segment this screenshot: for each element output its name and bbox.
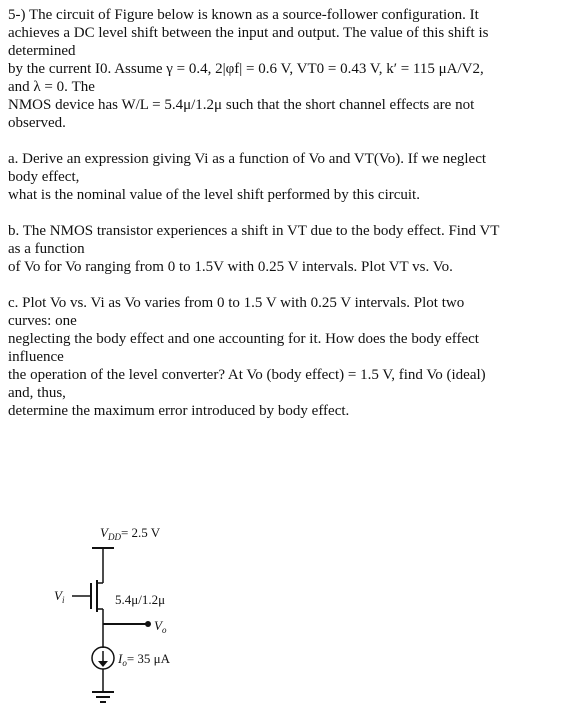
text-line: and λ = 0. The bbox=[8, 79, 95, 95]
text-line: determined bbox=[8, 43, 76, 59]
part-b-paragraph bbox=[8, 222, 560, 276]
part-c-paragraph bbox=[8, 294, 560, 420]
text-line: the operation of the level converter? At Vo (body effect) = 1.5 V, find Vo (ideal) bbox=[8, 367, 486, 383]
text-line: influence bbox=[8, 349, 64, 365]
output-node bbox=[145, 621, 151, 627]
text-line: and, thus, bbox=[8, 385, 66, 401]
text-line: what is the nominal value of the level shift performed by this circuit. bbox=[8, 187, 420, 203]
source-follower-circuit bbox=[40, 520, 260, 710]
text-line: b. The NMOS transistor experiences a shift in VT due to the body effect. Find VT bbox=[8, 223, 500, 239]
text-line: determine the maximum error introduced by body effect. bbox=[8, 403, 350, 419]
part-a-paragraph bbox=[8, 150, 560, 204]
circuit-diagram bbox=[40, 520, 260, 710]
text-line: NMOS device has W/L = 5.4μ/1.2μ such that the short channel effects are not bbox=[8, 97, 475, 113]
text-line: 5-) The circuit of Figure below is known as a source-follower configuration. It bbox=[8, 7, 479, 23]
wl-label: 5.4μ/1.2μ bbox=[115, 592, 166, 607]
vi-label: $V_i$ bbox=[54, 588, 65, 605]
vdd-label: $V_{DD}= 2.5$ V bbox=[100, 525, 161, 542]
text-line: a. Derive an expression giving Vi as a function of Vo and VT(Vo). If we neglect bbox=[8, 151, 487, 167]
text-line: of Vo for Vo ranging from 0 to 1.5V with 0.25 V intervals. Plot VT vs. Vo. bbox=[8, 259, 453, 275]
text-line: c. Plot Vo vs. Vi as Vo varies from 0 to 1.5 V with 0.25 V intervals. Plot two bbox=[8, 295, 465, 311]
text-line: neglecting the body effect and one accounting for it. How does the body effect bbox=[8, 331, 479, 347]
text-line: as a function bbox=[8, 241, 85, 257]
vo-label: $V_o$ bbox=[154, 618, 167, 635]
text-line: curves: one bbox=[8, 313, 77, 329]
text-line: observed. bbox=[8, 115, 66, 131]
problem-text bbox=[8, 6, 560, 420]
text-line: body effect, bbox=[8, 169, 80, 185]
text-line: by the current I0. Assume γ = 0.4, 2|φf| = 0.6 V, VT0 = 0.43 V, k′ = 115 μA/V2, bbox=[8, 61, 484, 77]
intro-paragraph bbox=[8, 6, 560, 132]
text-line: achieves a DC level shift between the input and output. The value of this shift is bbox=[8, 25, 489, 41]
i0-label: $I_o= 35$ μA bbox=[118, 651, 171, 668]
